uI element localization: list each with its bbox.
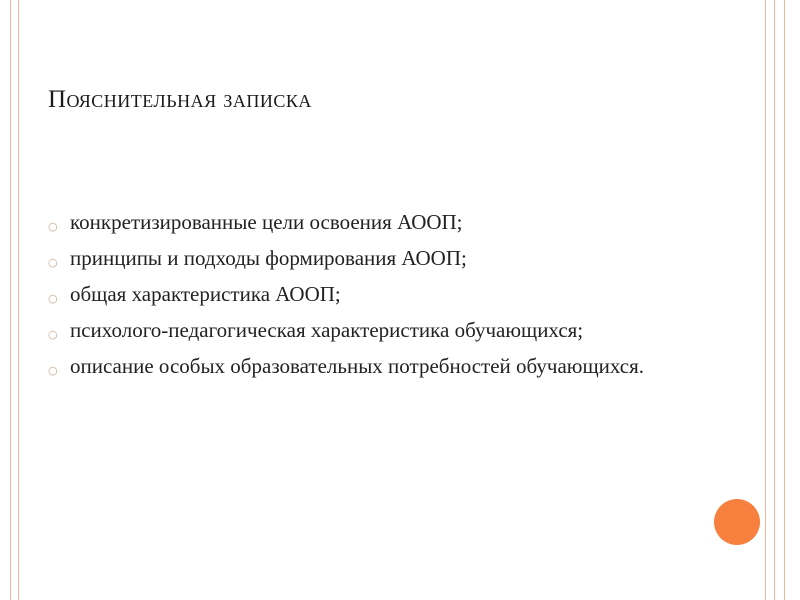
orange-circle-decoration [714, 499, 760, 545]
bullet-list [48, 208, 698, 388]
slide-title: Пояснительная записка [48, 86, 312, 113]
right-decorative-border [765, 0, 785, 600]
bullet-icon: ○ [48, 292, 58, 305]
bullet-item [48, 244, 698, 272]
bullet-icon: ○ [48, 328, 58, 341]
bullet-item [48, 280, 698, 308]
bullet-item [48, 316, 698, 344]
bullet-text: конкретизированные цели освоения АООП; [70, 210, 463, 234]
bullet-icon: ○ [48, 364, 58, 377]
bullet-text: описание особых образовательных потребностей обучающихся. [70, 354, 645, 378]
bullet-text: общая характеристика АООП; [70, 282, 341, 306]
bullet-text: психолого-педагогическая характеристика обучающихся; [70, 318, 584, 342]
bullet-item [48, 208, 698, 236]
left-decorative-border [10, 0, 19, 600]
bullet-text: принципы и подходы формирования АООП; [70, 246, 467, 270]
bullet-icon: ○ [48, 256, 58, 269]
bullet-item [48, 352, 698, 380]
bullet-icon: ○ [48, 220, 58, 233]
